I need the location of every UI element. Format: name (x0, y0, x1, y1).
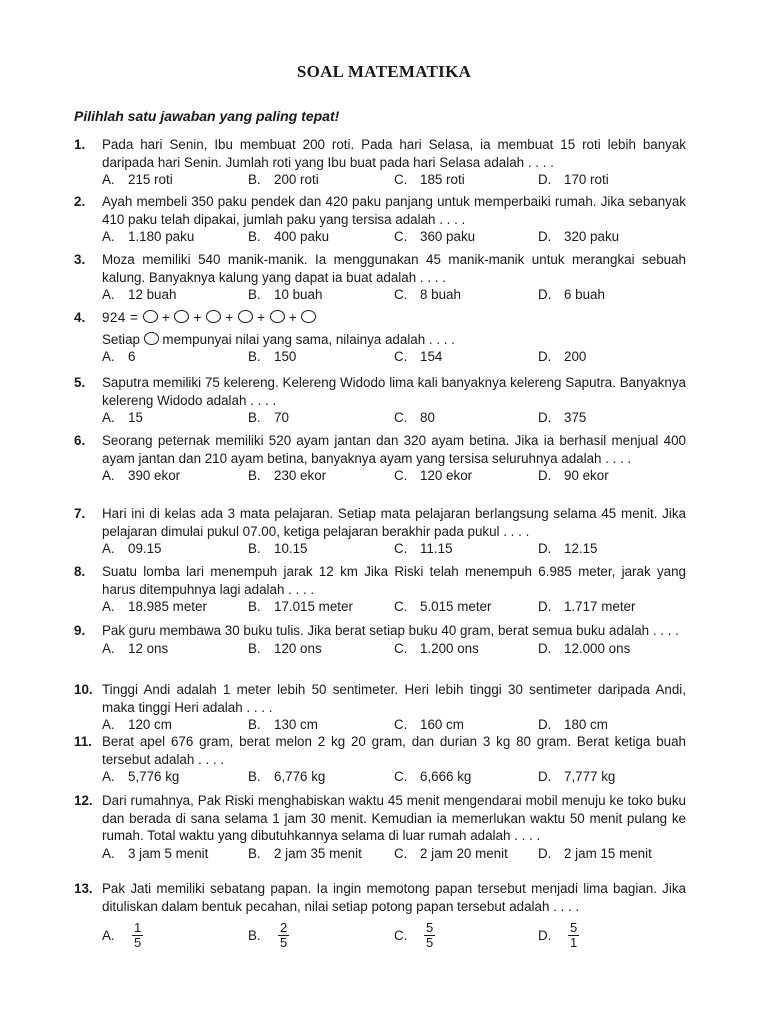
option-letter: C. (394, 468, 408, 483)
option-letter: B. (248, 599, 261, 614)
question-number: 1. (74, 137, 86, 152)
answer-option[interactable] (538, 228, 619, 246)
answer-options (102, 348, 686, 366)
option-fraction (568, 921, 579, 950)
answer-option[interactable] (248, 716, 318, 734)
answer-option[interactable] (538, 640, 630, 658)
question-text: Berat apel 676 gram, berat melon 2 kg 20 gram, dan durian 3 kg 80 gram. Berat ketiga buah tersebut adalah . . . . (102, 734, 686, 767)
answer-option[interactable] (538, 171, 609, 189)
option-letter: D. (538, 287, 552, 302)
question-item (74, 251, 686, 304)
option-letter: B. (248, 410, 261, 425)
fraction-numerator: 1 (134, 920, 142, 935)
option-value: 7,777 kg (564, 769, 616, 784)
answer-option[interactable] (248, 640, 322, 658)
option-value: 1.180 paku (128, 229, 195, 244)
blank-circle-icon (143, 310, 158, 323)
answer-option[interactable] (538, 467, 609, 485)
option-letter: A. (102, 640, 115, 656)
option-value: 375 (564, 410, 587, 425)
option-value: 3 jam 5 menit (128, 845, 209, 861)
option-letter: A. (102, 845, 115, 861)
blank-circle-icon (238, 310, 253, 323)
question-item (74, 432, 686, 485)
option-letter: B. (248, 927, 261, 943)
question-item (74, 193, 686, 246)
answer-option[interactable] (248, 540, 308, 558)
answer-option[interactable] (538, 348, 586, 366)
option-value: 150 (274, 349, 297, 364)
answer-option[interactable] (538, 286, 605, 304)
question-text: Pak guru membawa 30 buku tulis. Jika berat setiap buku 40 gram, berat semua buku adalah . . . . (102, 623, 679, 638)
blank-circle-icon (174, 310, 189, 323)
answer-option[interactable] (394, 845, 508, 863)
option-value: 120 cm (128, 717, 172, 732)
option-value: 400 paku (274, 229, 330, 244)
option-value: 09.15 (128, 541, 162, 556)
option-letter: C. (394, 287, 408, 302)
fraction-numerator: 5 (570, 920, 578, 935)
option-letter: A. (102, 410, 115, 425)
option-value: 12 buah (128, 287, 177, 302)
option-letter: C. (394, 927, 408, 943)
option-value: 5.015 meter (420, 599, 492, 614)
option-value: 160 cm (420, 717, 464, 732)
question-number: 3. (74, 252, 86, 267)
option-letter: D. (538, 468, 552, 483)
option-value: 180 cm (564, 717, 608, 732)
option-letter: D. (538, 410, 552, 425)
option-value: 120 ons (274, 640, 322, 656)
equation-prefix: 924 = (102, 310, 143, 325)
answer-option[interactable] (248, 228, 329, 246)
question-item (74, 792, 686, 863)
answer-option[interactable] (248, 286, 322, 304)
answer-option[interactable] (102, 716, 172, 734)
option-letter: D. (538, 717, 552, 732)
option-value: 80 (420, 410, 435, 425)
option-letter: B. (248, 769, 261, 784)
plus-sign: + (189, 310, 207, 325)
question-item (74, 309, 686, 366)
question-item (74, 136, 686, 189)
answer-option[interactable] (394, 640, 479, 658)
option-value: 360 paku (420, 229, 476, 244)
option-letter: D. (538, 541, 552, 556)
option-value: 6,776 kg (274, 769, 326, 784)
question-item (74, 563, 686, 616)
option-letter: C. (394, 769, 408, 784)
fraction-denominator: 1 (570, 935, 578, 950)
option-value: 12.000 ons (564, 640, 631, 656)
answer-option[interactable] (102, 598, 207, 616)
question-text: Pak Jati memiliki sebatang papan. Ia ingin memotong papan tersebut menjadi lima bagian. Jika dituliskan dalam bentuk pecahan, nilai setiap potong papan tersebut adalah . . . . (102, 881, 686, 914)
option-value: 6 (128, 349, 136, 364)
option-letter: D. (538, 172, 552, 187)
option-letter: D. (538, 845, 552, 861)
question-text (102, 331, 686, 349)
option-letter: D. (538, 229, 552, 244)
option-letter: C. (394, 845, 408, 861)
question-equation (102, 309, 686, 327)
option-letter: A. (102, 927, 115, 943)
option-letter: C. (394, 172, 408, 187)
question-text-start: Setiap (102, 331, 144, 347)
option-letter: A. (102, 468, 115, 483)
option-value: 8 buah (420, 287, 461, 302)
answer-option[interactable] (248, 171, 319, 189)
answer-option[interactable] (102, 768, 179, 786)
answer-option[interactable] (394, 921, 435, 950)
option-value: 120 ekor (420, 468, 473, 483)
plus-sign: + (221, 310, 238, 325)
option-fraction (424, 921, 435, 950)
option-value: 2 jam 35 menit (274, 845, 362, 861)
option-value: 215 roti (128, 172, 173, 187)
question-number: 2. (74, 194, 86, 209)
option-letter: B. (248, 229, 261, 244)
answer-option[interactable] (394, 171, 465, 189)
option-value: 200 roti (274, 172, 319, 187)
option-letter: D. (538, 927, 552, 943)
answer-option[interactable] (394, 409, 435, 427)
option-value: 17.015 meter (274, 599, 353, 614)
option-value: 170 roti (564, 172, 609, 187)
option-letter: A. (102, 541, 115, 556)
question-item (74, 374, 686, 427)
option-value: 2 jam 20 menit (420, 845, 508, 861)
option-letter: A. (102, 229, 115, 244)
option-letter: C. (394, 599, 408, 614)
answer-options (102, 467, 686, 485)
answer-option[interactable] (394, 467, 472, 485)
answer-option[interactable] (102, 171, 173, 189)
option-value: 200 (564, 349, 587, 364)
option-letter: B. (248, 172, 261, 187)
answer-option[interactable] (248, 921, 289, 950)
answer-option[interactable] (394, 348, 442, 366)
fraction-denominator: 5 (134, 935, 142, 950)
option-letter: C. (394, 541, 408, 556)
option-value: 390 ekor (128, 468, 181, 483)
question-number: 6. (74, 433, 86, 448)
answer-option[interactable] (248, 467, 326, 485)
answer-option[interactable] (248, 409, 289, 427)
answer-options (102, 768, 686, 786)
answer-option[interactable] (102, 921, 143, 950)
answer-option[interactable] (394, 598, 491, 616)
fraction-numerator: 2 (280, 920, 288, 935)
answer-option[interactable] (248, 768, 325, 786)
option-letter: A. (102, 172, 115, 187)
plus-sign: + (252, 310, 270, 325)
question-number: 11. (74, 734, 92, 749)
question-text: Suatu lomba lari menempuh jarak 12 km Jika Riski telah menempuh 6.985 meter, jarak yang harus ditempuhnya lagi adalah . . . . (102, 564, 686, 597)
option-letter: B. (248, 845, 261, 861)
blank-circle-icon (144, 332, 159, 345)
option-value: 130 cm (274, 717, 318, 732)
option-value: 6 buah (564, 287, 605, 302)
option-letter: B. (248, 287, 261, 302)
question-text: Seorang peternak memiliki 520 ayam jantan dan 320 ayam betina. Jika ia berhasil menjual 400 ayam jantan dan 210 ayam betina, banyaknya ayam yang tersisa seluruhnya adalah . . . . (102, 433, 686, 466)
answer-option[interactable] (102, 286, 176, 304)
question-text: Saputra memiliki 75 kelereng. Kelereng Widodo lima kali banyaknya kelereng Saputra. Banyaknya kelereng Widodo adalah . . . . (102, 375, 686, 408)
question-item (74, 733, 686, 786)
option-letter: B. (248, 717, 261, 732)
option-letter: B. (248, 640, 261, 656)
question-text: Moza memiliki 540 manik-manik. Ia menggunakan 45 manik-manik untuk merangkai sebuah kalung. Banyaknya kalung yang dapat ia buat adalah . . . . (102, 252, 686, 285)
option-value: 12 ons (128, 640, 169, 656)
option-letter: C. (394, 349, 408, 364)
option-letter: C. (394, 717, 408, 732)
question-text: Ayah membeli 350 paku pendek dan 420 paku panjang untuk memperbaiki rumah. Jika sebanyak 410 paku telah dipakai, jumlah paku yang tersisa adalah . . . . (102, 194, 686, 227)
question-number: 12. (74, 793, 93, 808)
answer-option[interactable] (394, 716, 464, 734)
option-value: 5,776 kg (128, 769, 180, 784)
answer-options (102, 286, 686, 304)
option-value: 185 roti (420, 172, 465, 187)
option-letter: B. (248, 468, 261, 483)
plus-sign: + (284, 310, 302, 325)
answer-option[interactable] (102, 845, 208, 863)
answer-option[interactable] (102, 540, 162, 558)
answer-option[interactable] (394, 768, 471, 786)
answer-option[interactable] (102, 228, 194, 246)
option-value: 320 paku (564, 229, 620, 244)
answer-options (102, 598, 686, 616)
answer-option[interactable] (538, 845, 652, 863)
instruction: Pilihlah satu jawaban yang paling tepat! (74, 108, 340, 124)
question-number: 4. (74, 310, 86, 325)
option-letter: A. (102, 599, 115, 614)
option-letter: D. (538, 349, 552, 364)
answer-option[interactable] (102, 409, 143, 427)
option-letter: C. (394, 640, 408, 656)
answer-options (102, 409, 686, 427)
answer-options (102, 228, 686, 246)
question-number: 5. (74, 375, 86, 390)
question-item (74, 622, 686, 658)
answer-options (102, 171, 686, 189)
option-value: 2 jam 15 menit (564, 845, 652, 861)
answer-option[interactable] (538, 768, 615, 786)
answer-options (102, 845, 686, 863)
option-value: 90 ekor (564, 468, 609, 483)
answer-option[interactable] (538, 540, 598, 558)
question-item (74, 681, 686, 734)
question-text: Hari ini di kelas ada 3 mata pelajaran. Setiap mata pelajaran berlangsung selama 45 menit. Jika pelajaran dimulai pukul 07.00, ketiga pelajaran berakhir pada pukul . . . . (102, 506, 686, 539)
option-letter: D. (538, 599, 552, 614)
option-value: 154 (420, 349, 443, 364)
plus-sign: + (157, 310, 175, 325)
option-value: 12.15 (564, 541, 598, 556)
answer-option[interactable] (394, 228, 475, 246)
blank-circle-icon (270, 310, 285, 323)
option-fraction (132, 921, 143, 950)
option-letter: B. (248, 349, 261, 364)
fraction-denominator: 5 (280, 935, 288, 950)
option-letter: D. (538, 640, 552, 656)
question-item (74, 880, 686, 949)
question-item (74, 505, 686, 558)
option-letter: A. (102, 287, 115, 302)
answer-option[interactable] (248, 348, 296, 366)
answer-option[interactable] (538, 716, 608, 734)
question-number: 10. (74, 682, 93, 697)
question-text: Tinggi Andi adalah 1 meter lebih 50 sentimeter. Heri lebih tinggi 30 sentimeter daripada Andi, maka tinggi Heri adalah . . . . (102, 682, 686, 715)
question-number: 9. (74, 623, 86, 638)
answer-options (102, 915, 686, 949)
option-value: 6,666 kg (420, 769, 472, 784)
answer-options (102, 540, 686, 558)
option-value: 10 buah (274, 287, 323, 302)
answer-option[interactable] (102, 640, 168, 658)
answer-options (102, 716, 686, 734)
option-letter: A. (102, 349, 115, 364)
option-value: 10.15 (274, 541, 308, 556)
answer-option[interactable] (538, 921, 579, 950)
answer-option[interactable] (394, 540, 453, 558)
answer-option[interactable] (248, 845, 362, 863)
option-letter: B. (248, 541, 261, 556)
option-value: 1.717 meter (564, 599, 636, 614)
option-letter: C. (394, 229, 408, 244)
option-letter: A. (102, 717, 115, 732)
answer-option[interactable] (538, 598, 635, 616)
option-value: 230 ekor (274, 468, 327, 483)
question-number: 13. (74, 881, 93, 896)
option-value: 70 (274, 410, 289, 425)
answer-options (102, 640, 686, 658)
answer-option[interactable] (394, 286, 461, 304)
option-letter: D. (538, 769, 552, 784)
option-letter: C. (394, 410, 408, 425)
option-letter: A. (102, 769, 115, 784)
question-text: Pada hari Senin, Ibu membuat 200 roti. Pada hari Selasa, ia membuat 15 roti lebih banyak daripada hari Senin. Jumlah roti yang Ibu buat pada hari Selasa adalah . . . . (102, 137, 686, 170)
option-value: 11.15 (420, 541, 453, 556)
answer-option[interactable] (248, 598, 353, 616)
blank-circle-icon (206, 310, 221, 323)
question-text: Dari rumahnya, Pak Riski menghabiskan waktu 45 menit mengendarai mobil menuju ke toko buku dan berada di sana selama 1 jam 30 menit. Kemudian ia memerlukan waktu 50 menit pulang ke rumah. Total waktu yang dibutuhkannya selama di luar rumah adalah . . . . (102, 793, 686, 843)
option-value: 18.985 meter (128, 599, 207, 614)
option-value: 1.200 ons (420, 640, 479, 656)
answer-option[interactable] (538, 409, 586, 427)
answer-option[interactable] (102, 467, 180, 485)
option-fraction (278, 921, 289, 950)
fraction-denominator: 5 (426, 935, 434, 950)
option-value: 15 (128, 410, 143, 425)
answer-option[interactable] (102, 348, 135, 366)
question-number: 8. (74, 564, 86, 579)
question-number: 7. (74, 506, 86, 521)
blank-circle-icon (301, 310, 316, 323)
question-text-end: mempunyai nilai yang sama, nilainya adalah . . . . (158, 331, 455, 347)
fraction-numerator: 5 (426, 920, 434, 935)
page-title: SOAL MATEMATIKA (296, 62, 472, 81)
